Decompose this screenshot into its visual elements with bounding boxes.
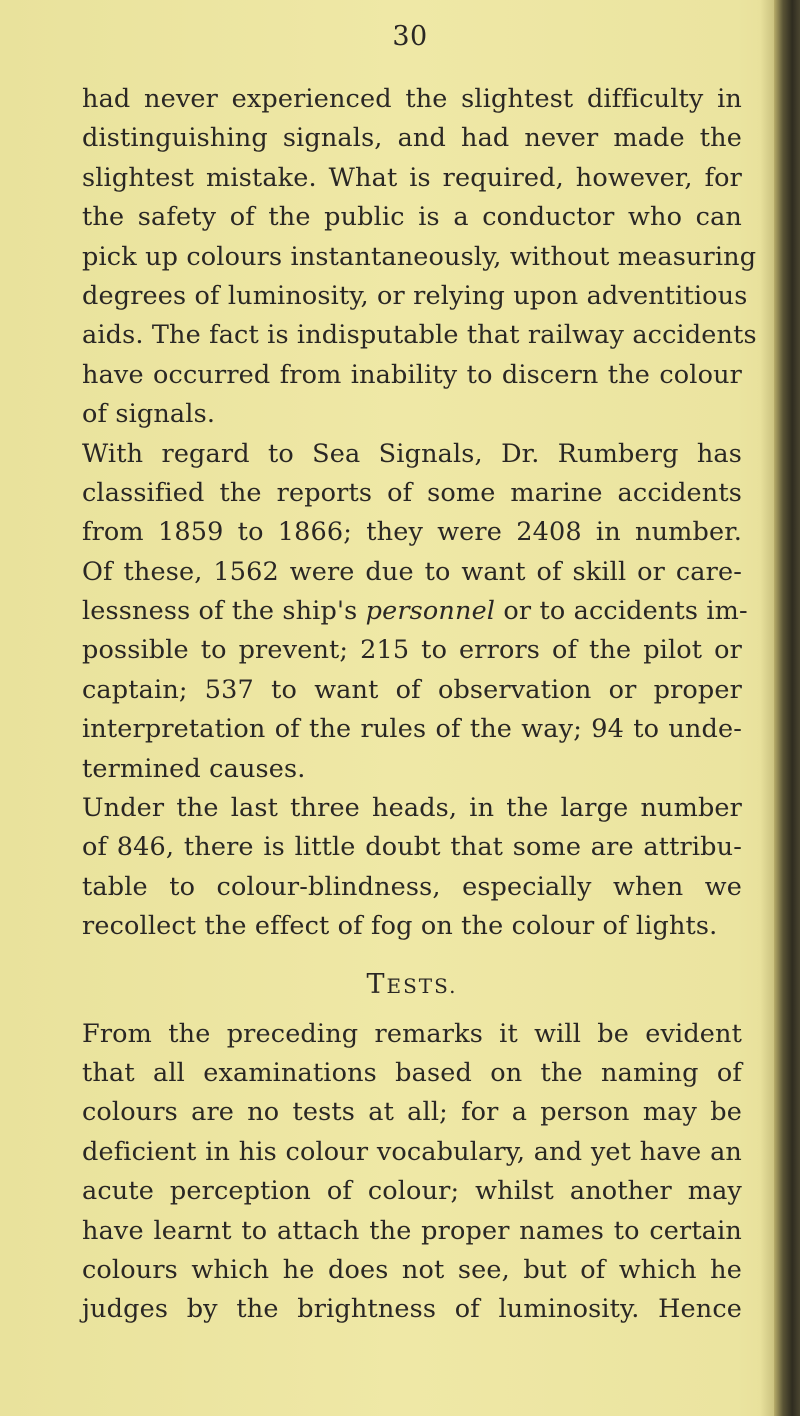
text-line: Under the last three heads, in the large number bbox=[82, 793, 742, 824]
text-line: From the preceding remarks it will be evident bbox=[82, 1018, 742, 1049]
text-line: table to colour-blindness, especially when we bbox=[82, 871, 742, 902]
text-line: classified the reports of some marine accidents bbox=[82, 477, 742, 508]
text-line: acute perception of colour; whilst another may bbox=[82, 1176, 742, 1207]
text-line: colours are no tests at all; for a person may be bbox=[82, 1097, 742, 1128]
italic-term: personnel bbox=[365, 596, 496, 627]
text-line: Of these, 1562 were due to want of skill or care- bbox=[82, 556, 742, 587]
text-line: captain; 537 to want of observation or proper bbox=[82, 674, 742, 705]
text-line: have learnt to attach the proper names to certain bbox=[82, 1215, 742, 1246]
text-line: colours which he does not see, but of which he bbox=[82, 1254, 742, 1285]
text-line: have occurred from inability to discern the colour bbox=[82, 359, 742, 390]
section-heading bbox=[82, 955, 742, 1015]
text-line: distinguishing signals, and had never made the bbox=[82, 123, 742, 154]
text-line: that all examinations based on the naming of bbox=[82, 1057, 742, 1088]
text-line: of 846, there is little doubt that some are attribu- bbox=[82, 832, 742, 863]
page-number: 30 bbox=[392, 21, 428, 52]
text-line: aids. The fact is indisputable that railway accidents bbox=[82, 320, 757, 351]
text-run: lessness of the ship's bbox=[82, 596, 358, 627]
text-line: of signals. bbox=[82, 399, 216, 430]
text-line: had never experienced the slightest difficulty in bbox=[82, 84, 742, 114]
page-edge bbox=[774, 0, 800, 1416]
text-line: pick up colours instantaneously, without measuring bbox=[82, 241, 757, 272]
text-run: or to accidents im- bbox=[503, 596, 748, 627]
text-line: possible to prevent; 215 to errors of the pilot or bbox=[82, 635, 742, 666]
text-line-mixed bbox=[82, 592, 748, 631]
page-edge-shadow bbox=[760, 0, 774, 1416]
text-line: judges by the brightness of luminosity. Hence bbox=[82, 1294, 742, 1325]
text-line: termined causes. bbox=[82, 753, 306, 784]
heading-rest: ESTS. bbox=[386, 973, 458, 998]
text-line: slightest mistake. What is required, however, for bbox=[82, 162, 742, 193]
text-line: recollect the effect of fog on the colour of lights. bbox=[82, 911, 718, 942]
text-line: interpretation of the rules of the way; 94 to unde- bbox=[82, 714, 742, 745]
text-line: from 1859 to 1866; they were 2408 in number. bbox=[82, 517, 742, 548]
text-line: With regard to Sea Signals, Dr. Rumberg has bbox=[82, 438, 742, 469]
heading-initial: T bbox=[366, 968, 387, 1000]
body-text bbox=[82, 80, 757, 1330]
text-line: degrees of luminosity, or relying upon adventitious bbox=[82, 280, 748, 311]
text-line: the safety of the public is a conductor who can bbox=[82, 202, 742, 233]
text-line: deficient in his colour vocabulary, and yet have an bbox=[82, 1136, 742, 1167]
